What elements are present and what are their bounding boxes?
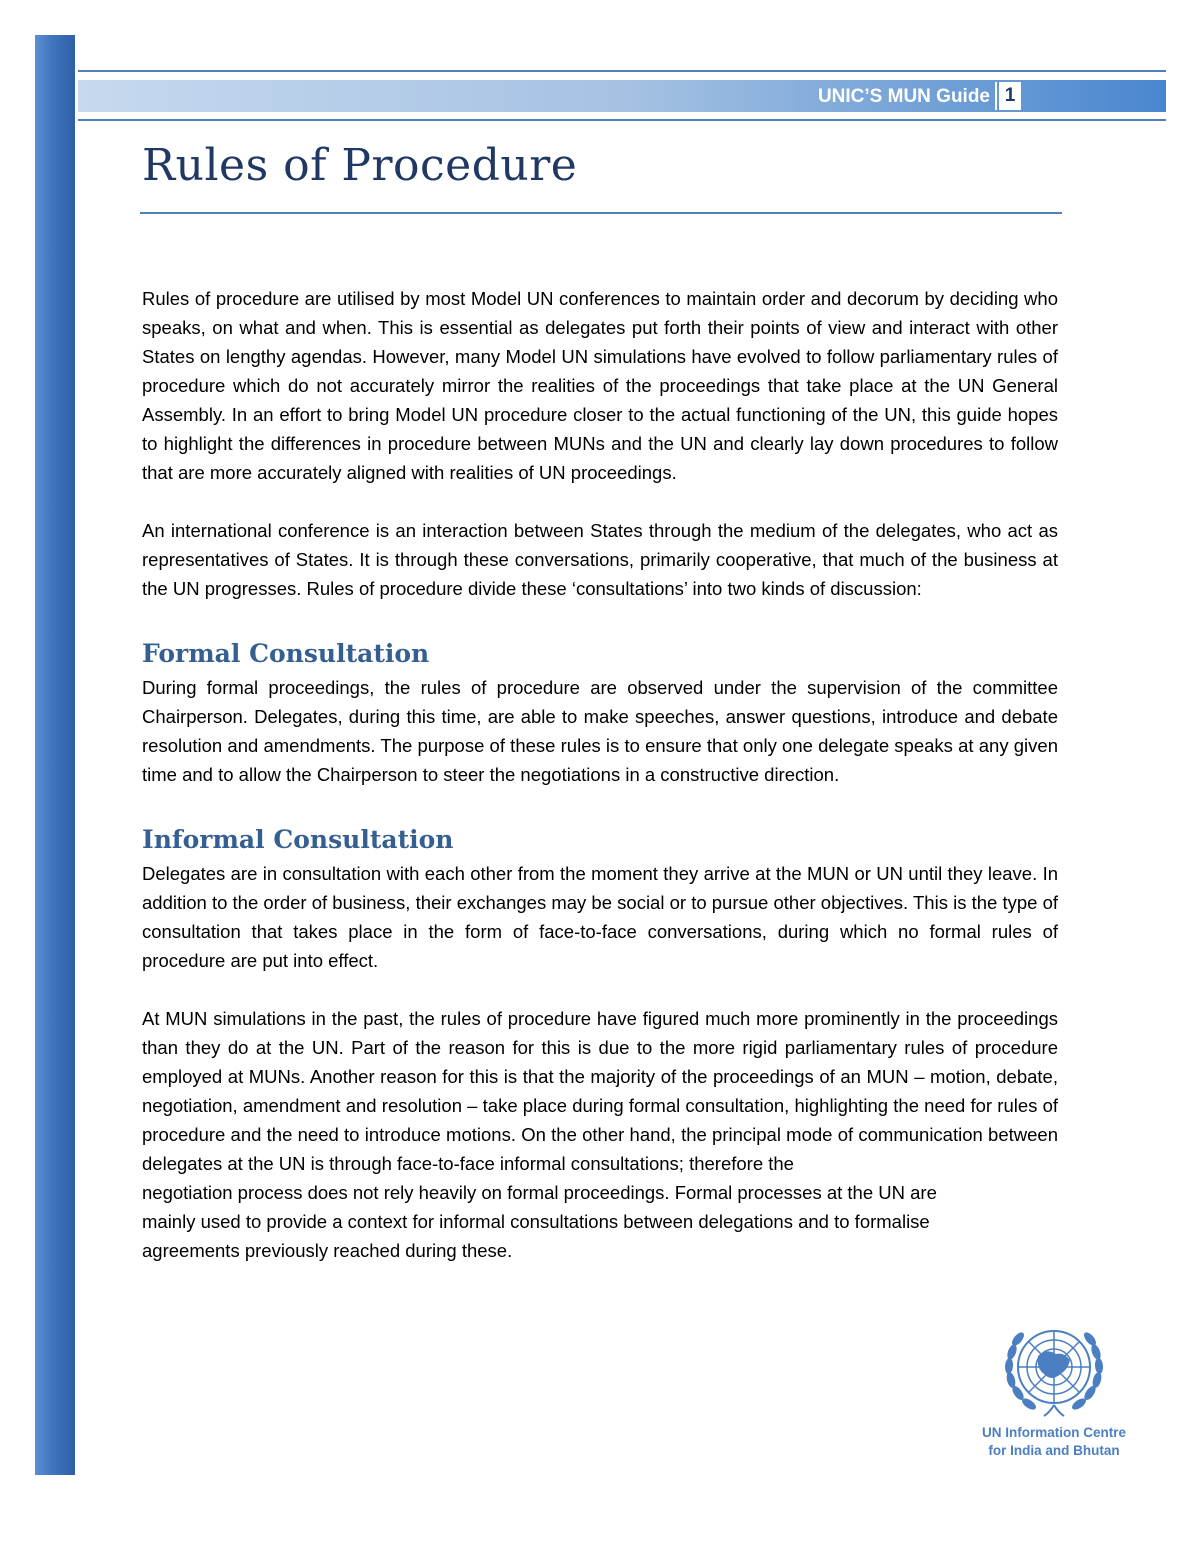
section-heading-formal: Formal Consultation bbox=[142, 639, 430, 668]
decorative-side-bar bbox=[35, 35, 75, 1475]
section-body-formal: During formal proceedings, the rules of procedure are observed under the supervision of the committee Chairperson. Delegates, during this time, are able to make speeches, answer questions, introduce and debate resolution and amendments. The purpose of these rules is to ensure that only one delegate speaks at any given time and to allow the Chairperson to steer the negotiations in a constructive direction. bbox=[142, 677, 1058, 785]
intro-paragraph: Rules of procedure are utilised by most Model UN conferences to maintain order and decorum by deciding who speaks, on what and when. This is essential as delegates put forth their points of view and interact with other States on lengthy agendas. However, many Model UN simulations have evolved to follow parliamentary rules of procedure which do not accurately mirror the realities of the proceedings that take place at the UN General Assembly. In an effort to bring Model UN procedure closer to the actual functioning of the UN, this guide hopes to highlight the differences in procedure between MUNs and the UN and clearly lay down procedures to follow that are more accurately aligned with realities of UN proceedings. bbox=[142, 288, 1058, 483]
header-rule-bottom bbox=[78, 119, 1166, 121]
intro-paragraph: An international conference is an interaction between States through the medium of the delegates, who act as representatives of States. It is through these conversations, primarily cooperative, that much of the business at the UN progresses. Rules of procedure divide these ‘consultations’ into two kinds of discussion: bbox=[142, 520, 1058, 599]
header-rule-top bbox=[78, 70, 1166, 72]
section-body-informal: Delegates are in consultation with each other from the moment they arrive at the MUN or UN until they leave. In addition to the order of business, their exchanges may be social or to pursue other objectives. This is the type of consultation that takes place in the form of face-to-face conversations, during which no formal rules of procedure are put into effect. bbox=[142, 863, 1058, 971]
un-emblem-icon bbox=[998, 1312, 1110, 1424]
logo-caption-line1: UN Information Centre bbox=[981, 1425, 1126, 1440]
document-body bbox=[142, 284, 1058, 1265]
header-separator bbox=[995, 82, 997, 110]
section-heading-informal: Informal Consultation bbox=[142, 825, 454, 854]
unic-logo bbox=[975, 1312, 1133, 1462]
closing-paragraph: At MUN simulations in the past, the rules of procedure have figured much more prominently in the proceedings than they do at the UN. Part of the reason for this is due to the more rigid parliamentary rules of procedure employed at MUNs. Another reason for this is that the majority of the proceedings of an MUN – motion, debate, negotiation, amendment and resolution – take place during formal consultation, highlighting the need for rules of procedure and the need to introduce motions. On the other hand, the principal mode of communication between delegates at the UN is through face-to-face informal consultations; therefore the bbox=[142, 1008, 1058, 1174]
closing-paragraph-end: negotiation process does not rely heavily on formal proceedings. Formal processes at the UN are mainly used to provide a context for informal consultations between delegations and to formalise agreements previously reached during these. bbox=[142, 1182, 937, 1261]
page-number: 1 bbox=[999, 82, 1021, 110]
running-header-title: UNIC’S MUN Guide bbox=[817, 86, 990, 107]
title-underline bbox=[140, 212, 1062, 214]
page-title: Rules of Procedure bbox=[142, 140, 578, 191]
logo-caption-line2: for India and Bhutan bbox=[988, 1443, 1120, 1458]
